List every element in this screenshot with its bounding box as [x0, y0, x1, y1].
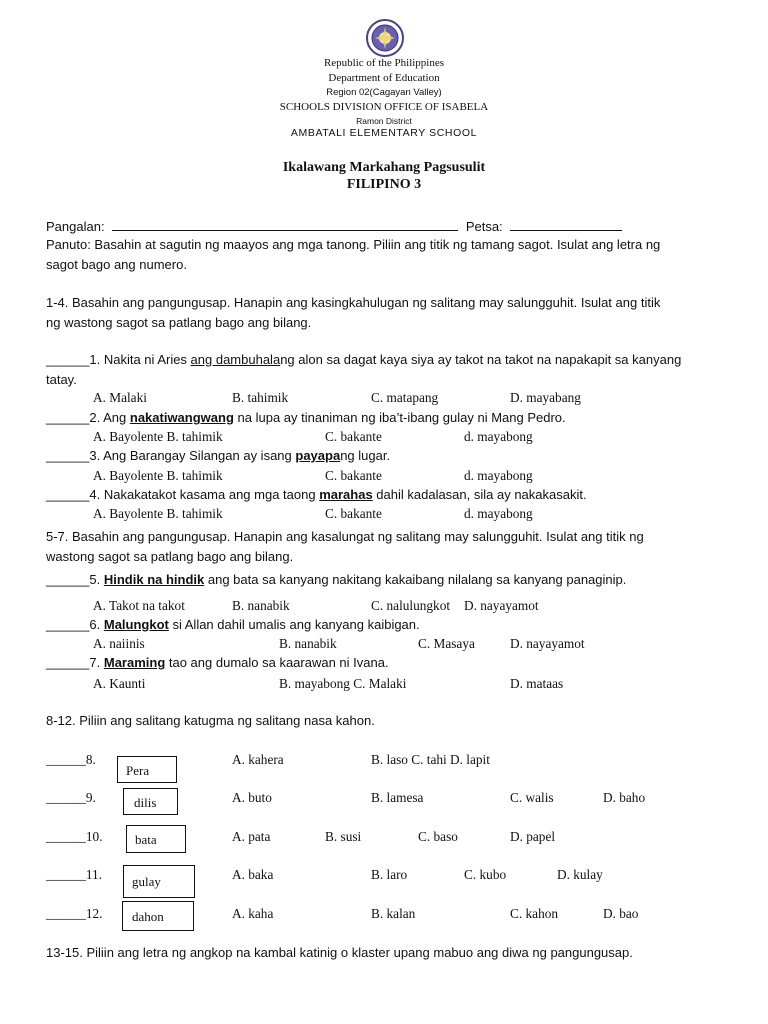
q3-choice-ab: A. Bayolente B. tahimik [93, 468, 223, 483]
answer-blank[interactable]: ______ [46, 617, 90, 632]
q11-choice-a: A. baka [232, 867, 274, 882]
q3-choice-c: C. bakante [325, 468, 382, 483]
question-3 [46, 448, 390, 463]
section2-line-1: 5-7. Basahin ang pangungusap. Hanapin ang kasalungat ng salitang may salungguhit. Isulat ang titik ng [46, 529, 644, 544]
section4-line-1: 13-15. Piliin ang letra ng angkop na kambal katinig o klaster upang mabuo ang diwa ng pangungusap. [46, 945, 633, 960]
q9-number[interactable]: ______9. [46, 790, 96, 805]
q6-pre: 6. [89, 617, 104, 632]
q5-choice-a: A. Takot na takot [93, 598, 185, 613]
q4-choice-d: d. mayabong [464, 506, 533, 521]
section3-line-1: 8-12. Piliin ang salitang katugma ng salitang nasa kahon. [46, 713, 375, 728]
q11-choice-d: D. kulay [557, 867, 603, 882]
q7-choice-a: A. Kaunti [93, 676, 146, 691]
q10-choice-d: D. papel [510, 829, 556, 844]
question-6 [46, 617, 420, 632]
q4-choice-c: C. bakante [325, 506, 382, 521]
q9-choice-c: C. walis [510, 790, 554, 805]
q6-key-word: Malungkot [103, 617, 169, 632]
q1-pre: 1. Nakita ni Aries [89, 352, 191, 367]
q9-choice-a: A. buto [232, 790, 272, 805]
q7-post: tao ang dumalo sa kaarawan ni Ivana. [165, 655, 389, 670]
answer-blank[interactable]: ______ [46, 487, 90, 502]
q11-word: gulay [132, 874, 161, 889]
q5-key-word: Hindik na hindik [103, 572, 205, 587]
q12-choice-c: C. kahon [510, 906, 559, 921]
q12-choice-b: B. kalan [371, 906, 416, 921]
section2-line-2: wastong sagot sa patlang bago ang bilang. [46, 549, 294, 564]
q5-choice-b: B. nanabik [232, 598, 290, 613]
name-field[interactable] [112, 218, 458, 231]
q7-choice-bc: B. mayabong C. Malaki [279, 676, 407, 691]
q10-choice-c: C. baso [418, 829, 458, 844]
school-line: AMBATALI ELEMENTARY SCHOOL [290, 127, 478, 139]
answer-blank[interactable]: ______ [46, 655, 90, 670]
q2-pre: 2. Ang [89, 410, 130, 425]
q11-choice-b: B. laro [371, 867, 408, 882]
q12-word: dahon [132, 909, 164, 924]
department-line: Department of Education [328, 72, 440, 84]
q10-choice-b: B. susi [325, 829, 362, 844]
q2-choice-d: d. mayabong [464, 429, 533, 444]
question-2 [46, 410, 566, 425]
q9-choice-d: D. baho [603, 790, 646, 805]
section1-line-1: 1-4. Basahin ang pangungusap. Hanapin ang kasingkahulugan ng salitang may salungguhit. Isulat ang titik [46, 295, 661, 310]
question-1 [46, 352, 681, 367]
q1-choice-b: B. tahimik [232, 390, 289, 405]
q10-word: bata [135, 832, 157, 847]
q5-choice-c: C. nalulungkot [371, 598, 451, 613]
q6-choice-a: A. naiinis [93, 636, 145, 651]
q2-choice-ab: A. Bayolente B. tahimik [93, 429, 223, 444]
division-line: SCHOOLS DIVISION OFFICE OF ISABELA [279, 101, 489, 113]
q12-number[interactable]: ______12. [46, 906, 103, 921]
instructions-line-1: Panuto: Basahin at sagutin ng maayos ang mga tanong. Piliin ang titik ng tamang sagot. Isulat ang letra ng [46, 237, 661, 252]
q10-number[interactable]: ______10. [46, 829, 103, 844]
q2-key-word: nakatiwangwang [129, 410, 234, 425]
q4-key-word: marahas [319, 487, 373, 502]
q5-post: ang bata sa kanyang nakitang kakaibang nilalang sa kanyang panaginip. [204, 572, 627, 587]
q1-post: ng alon sa dagat kaya siya ay takot na takot na napakapit sa kanyang [280, 352, 682, 367]
q1-choice-d: D. mayabang [510, 390, 581, 405]
q10-choice-a: A. pata [232, 829, 271, 844]
q2-choice-c: C. bakante [325, 429, 382, 444]
q4-pre: 4. Nakakatakot kasama ang mga taong [89, 487, 320, 502]
exam-title: Ikalawang Markahang Pagsusulit [282, 160, 486, 175]
q7-key-word: Maraming [103, 655, 166, 670]
answer-blank[interactable]: ______ [46, 448, 90, 463]
name-date-row [46, 218, 622, 234]
q4-post: dahil kadalasan, sila ay nakakasakit. [372, 487, 587, 502]
q11-word-box [123, 865, 195, 898]
answer-blank[interactable]: ______ [46, 352, 90, 367]
q8-number[interactable]: ______8. [46, 752, 96, 767]
q9-word: dilis [134, 795, 157, 810]
q10-word-box [126, 825, 186, 853]
q9-word-box [123, 788, 178, 815]
q7-pre: 7. [89, 655, 104, 670]
name-label: Pangalan: [46, 219, 105, 234]
q12-choice-a: A. kaha [232, 906, 274, 921]
question-5 [46, 572, 626, 587]
q8-choice-a: A. kahera [232, 752, 284, 767]
q3-post: ng lugar. [340, 448, 391, 463]
q1-choice-a: A. Malaki [93, 390, 147, 405]
republic-line: Republic of the Philippines [323, 57, 445, 69]
exam-subject: FILIPINO 3 [346, 177, 422, 192]
q11-choice-c: C. kubo [464, 867, 507, 882]
q7-choice-d: D. mataas [510, 676, 564, 691]
q8-word: Pera [126, 763, 150, 778]
q2-post: na lupa ay tinaniman ng iba’t-ibang gulay ni Mang Pedro. [233, 410, 566, 425]
q1-choice-c: C. matapang [371, 390, 439, 405]
instructions-line-2: sagot bago ang numero. [46, 257, 187, 272]
q4-choice-ab: A. Bayolente B. tahimik [93, 506, 223, 521]
region-line: Region 02(Cagayan Valley) [326, 87, 442, 98]
q6-choice-d: D. nayayamot [510, 636, 585, 651]
q8-choice-bcd: B. laso C. tahi D. lapit [371, 752, 490, 767]
section1-line-2: ng wastong sagot sa patlang bago ang bilang. [46, 315, 312, 330]
q8-word-box [117, 756, 177, 783]
district-line: Ramon District [356, 116, 412, 126]
q6-choice-b: B. nanabik [279, 636, 337, 651]
q1-continuation: tatay. [46, 372, 77, 387]
q12-word-box [122, 901, 194, 931]
q6-choice-c: C. Masaya [418, 636, 475, 651]
q11-number[interactable]: ______11. [46, 867, 103, 882]
q12-choice-d: D. bao [603, 906, 639, 921]
q1-key-word: ang dambuhala [190, 352, 281, 367]
q5-choice-d: D. nayayamot [464, 598, 539, 613]
q9-choice-b: B. lamesa [371, 790, 424, 805]
question-7 [46, 655, 389, 670]
q3-pre: 3. Ang Barangay Silangan ay isang [89, 448, 296, 463]
date-label: Petsa: [465, 219, 503, 234]
answer-blank[interactable]: ______ [46, 572, 90, 587]
answer-blank[interactable]: ______ [46, 410, 90, 425]
question-4 [46, 487, 587, 502]
q6-post: si Allan dahil umalis ang kanyang kaibigan. [168, 617, 420, 632]
date-field[interactable] [510, 218, 622, 231]
q3-choice-d: d. mayabong [464, 468, 533, 483]
deped-seal-logo [364, 18, 406, 58]
q3-key-word: payapa [295, 448, 341, 463]
q5-pre: 5. [89, 572, 104, 587]
